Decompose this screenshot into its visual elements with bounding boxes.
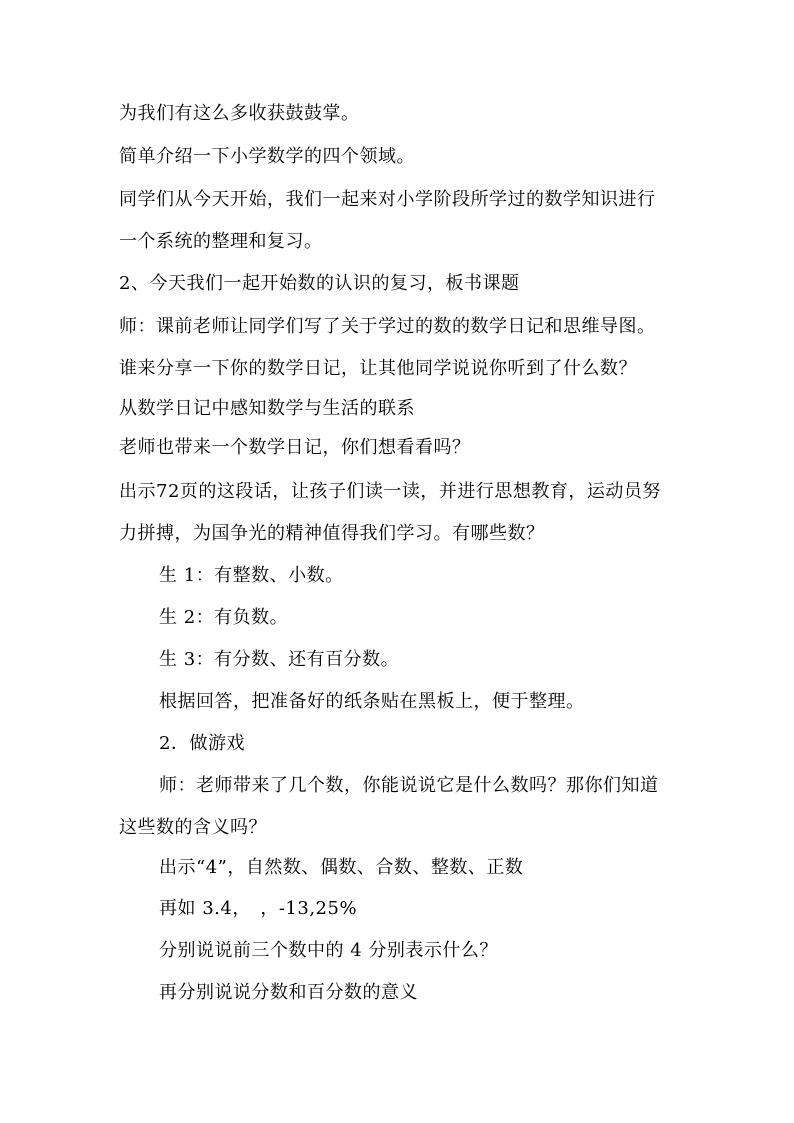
text-line: 同学们从今天开始，我们一起来对小学阶段所学过的数学知识进行 [119,189,656,210]
student-answer: 生 2：有负数。 [159,607,289,628]
text-line: 再如 3.4， ，-13,25% [159,898,358,919]
text-line: 一个系统的整理和复习。 [119,231,323,252]
text-line: 简单介绍一下小学数学的四个领域。 [119,146,415,167]
student-answer: 生 3：有分数、还有百分数。 [159,649,400,670]
text-line: 师：课前老师让同学们写了关于学过的数的数学日记和思维导图。 [119,316,656,337]
text-line: 为我们有这么多收获鼓鼓掌。 [119,103,360,124]
text-line: 出示“4”，自然数、偶数、合数、整数、正数 [159,857,524,878]
text-line: 从数学日记中感知数学与生活的联系 [119,398,415,419]
text-line: 老师也带来一个数学日记，你们想看看吗？ [119,437,471,458]
text-line: 这些数的含义吗？ [119,817,267,838]
text-line: 根据回答，把准备好的纸条贴在黑板上，便于整理。 [159,691,585,712]
text-line: 谁来分享一下你的数学日记，让其他同学说说你听到了什么数？ [119,358,637,379]
section-heading: 2．做游戏 [159,733,245,754]
section-heading: 2、今天我们一起开始数的认识的复习，板书课题 [119,273,520,294]
text-line: 分别说说前三个数中的 4 分别表示什么？ [159,940,498,961]
text-line: 力拼搏，为国争光的精神值得我们学习。有哪些数？ [119,523,545,544]
text-line: 出示72页的这段话，让孩子们读一读，并进行思想教育，运动员努 [119,481,661,502]
student-answer: 生 1：有整数、小数。 [159,565,344,586]
text-line: 再分别说说分数和百分数的意义 [159,982,418,1003]
text-line: 师：老师带来了几个数，你能说说它是什么数吗？那你们知道 [159,775,659,796]
